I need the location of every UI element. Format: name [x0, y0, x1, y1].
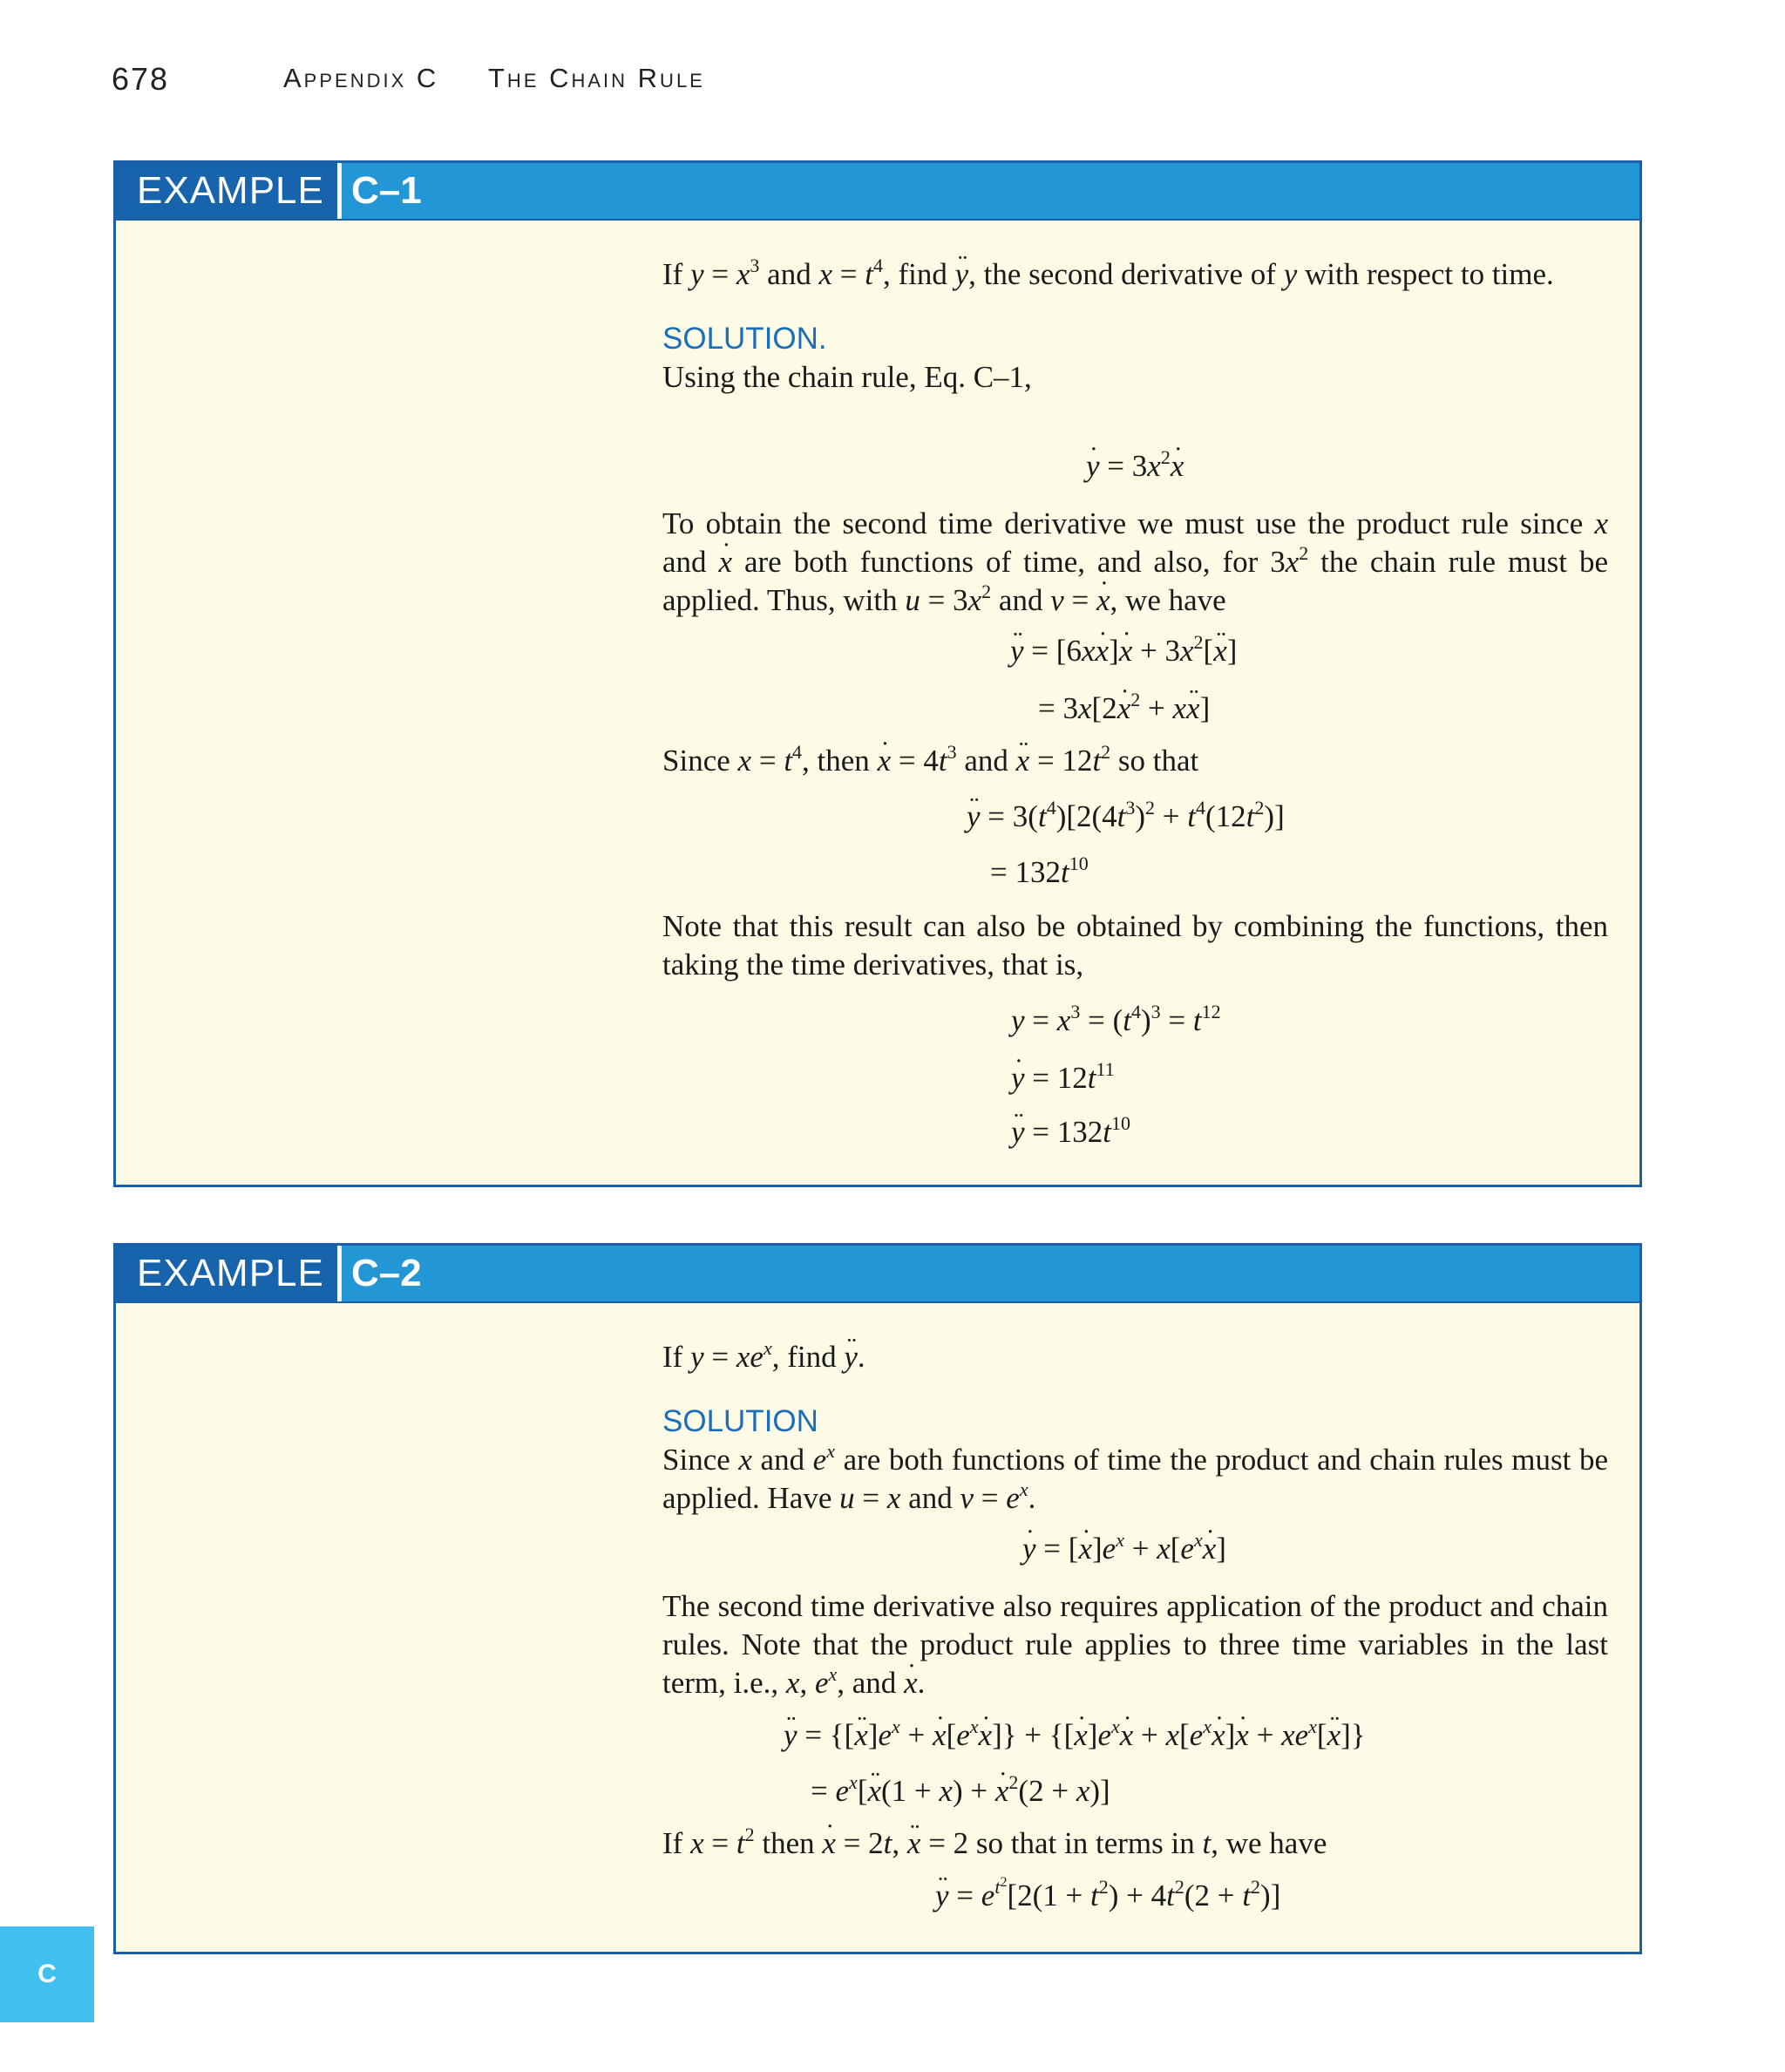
solution-label: SOLUTION	[662, 1404, 818, 1438]
chain-rule-reference: Using the chain rule, Eq. C–1,	[662, 360, 1032, 394]
example-c1-header	[116, 163, 1639, 221]
example-number: C–1	[351, 169, 422, 212]
page-number: 678	[112, 61, 170, 97]
example-c1-body	[662, 255, 1608, 397]
note-paragraph: Note that this result can also be obtained by combining the functions, then taking the time derivatives, that is,	[662, 909, 1608, 982]
equation-2a: y ¨ = [6xx ˙]x ˙ + $3x^2[x$ ¨]	[1010, 632, 1237, 670]
equation-7: y ¨ = $e^{t^2}[2(1 + t^2) + 4t^2(2 + t^2)]$	[935, 1877, 1280, 1915]
substitution-line: Since $x = t^4$, then x ˙ = $4t^3$ and x ¨ = $12t^2$ so that	[662, 742, 1608, 780]
equation-6a: y ¨ = {[x $¨]e^x + x$ $˙[e^xx$ ˙]} + {[x $˙]e^xx$ ˙ + $x[e^xx$ ˙]x ˙ + $xe^x[x$ ¨]}	[784, 1716, 1366, 1755]
example-number: C–2	[351, 1252, 422, 1294]
product-rule-paragraph: To obtain the second time derivative we must use the product rule since x and x ˙ are both functions of time, and also, for $3x^2$ the chain rule must be applied. Thus, with $u = 3x^2$ and v = x ˙, we have	[662, 505, 1608, 620]
example-c1-box	[113, 160, 1642, 1187]
problem-statement: If $y = xe^x$, find y ¨.	[662, 1338, 1608, 1376]
appendix-label: Appendix C	[283, 63, 439, 93]
substitution-line: If $x = t^2$ then x ˙ = 2t, x ¨ = 2 so that in terms in t, we have	[662, 1824, 1608, 1863]
equation-4b: y ˙ = $12t^{11}$	[1011, 1059, 1115, 1097]
equation-3b: = $132t^{10}$	[990, 853, 1089, 889]
example-c2-body	[662, 1338, 1608, 1518]
second-derivative-paragraph: The second time derivative also requires application of the product and chain rules. Note that the product rule applies to three time variables in the last term, i.e., x, $e^x$, and x ˙.	[662, 1587, 1608, 1702]
example-c2-box	[113, 1243, 1642, 1954]
equation-6b: = $e^x[x$ ¨(1 + x) + x ˙$^2$(2 + x)]	[811, 1772, 1110, 1810]
example-c2-header	[116, 1246, 1639, 1303]
equation-3a: y ¨ = $3(t^4)[2(4t^3)^2 + t^4(12t^2)]$	[967, 798, 1285, 836]
equation-5: y ˙ = [x $˙]e^x + x[e^xx$ ˙]	[1022, 1530, 1226, 1568]
chapter-title: The Chain Rule	[488, 63, 705, 93]
running-header	[0, 61, 1785, 105]
chapter-side-tab: C	[0, 1926, 94, 2022]
equation-4c: y ¨ = $132t^{10}$	[1011, 1113, 1130, 1151]
example-label: EXAMPLE	[116, 163, 337, 219]
equation-2b: = 3x[2x ˙$^2$ + xx ¨]	[1038, 690, 1210, 728]
solution-paragraph: Since x and $e^x$ are both functions of time the product and chain rules must be applied. Have u = x and $v = e^x$.	[662, 1440, 1608, 1515]
example-label: EXAMPLE	[116, 1246, 337, 1301]
equation-1: y ˙ = $3x^2x$ ˙	[1086, 447, 1184, 486]
equation-4a: $y = x^3 = (t^4)^3 = t^{12}$	[1011, 1001, 1221, 1037]
problem-statement: If $y = x^3$ and $x = t^4$, find y ¨, the second derivative of y with respect to time.	[662, 255, 1608, 294]
solution-label: SOLUTION.	[662, 322, 827, 356]
